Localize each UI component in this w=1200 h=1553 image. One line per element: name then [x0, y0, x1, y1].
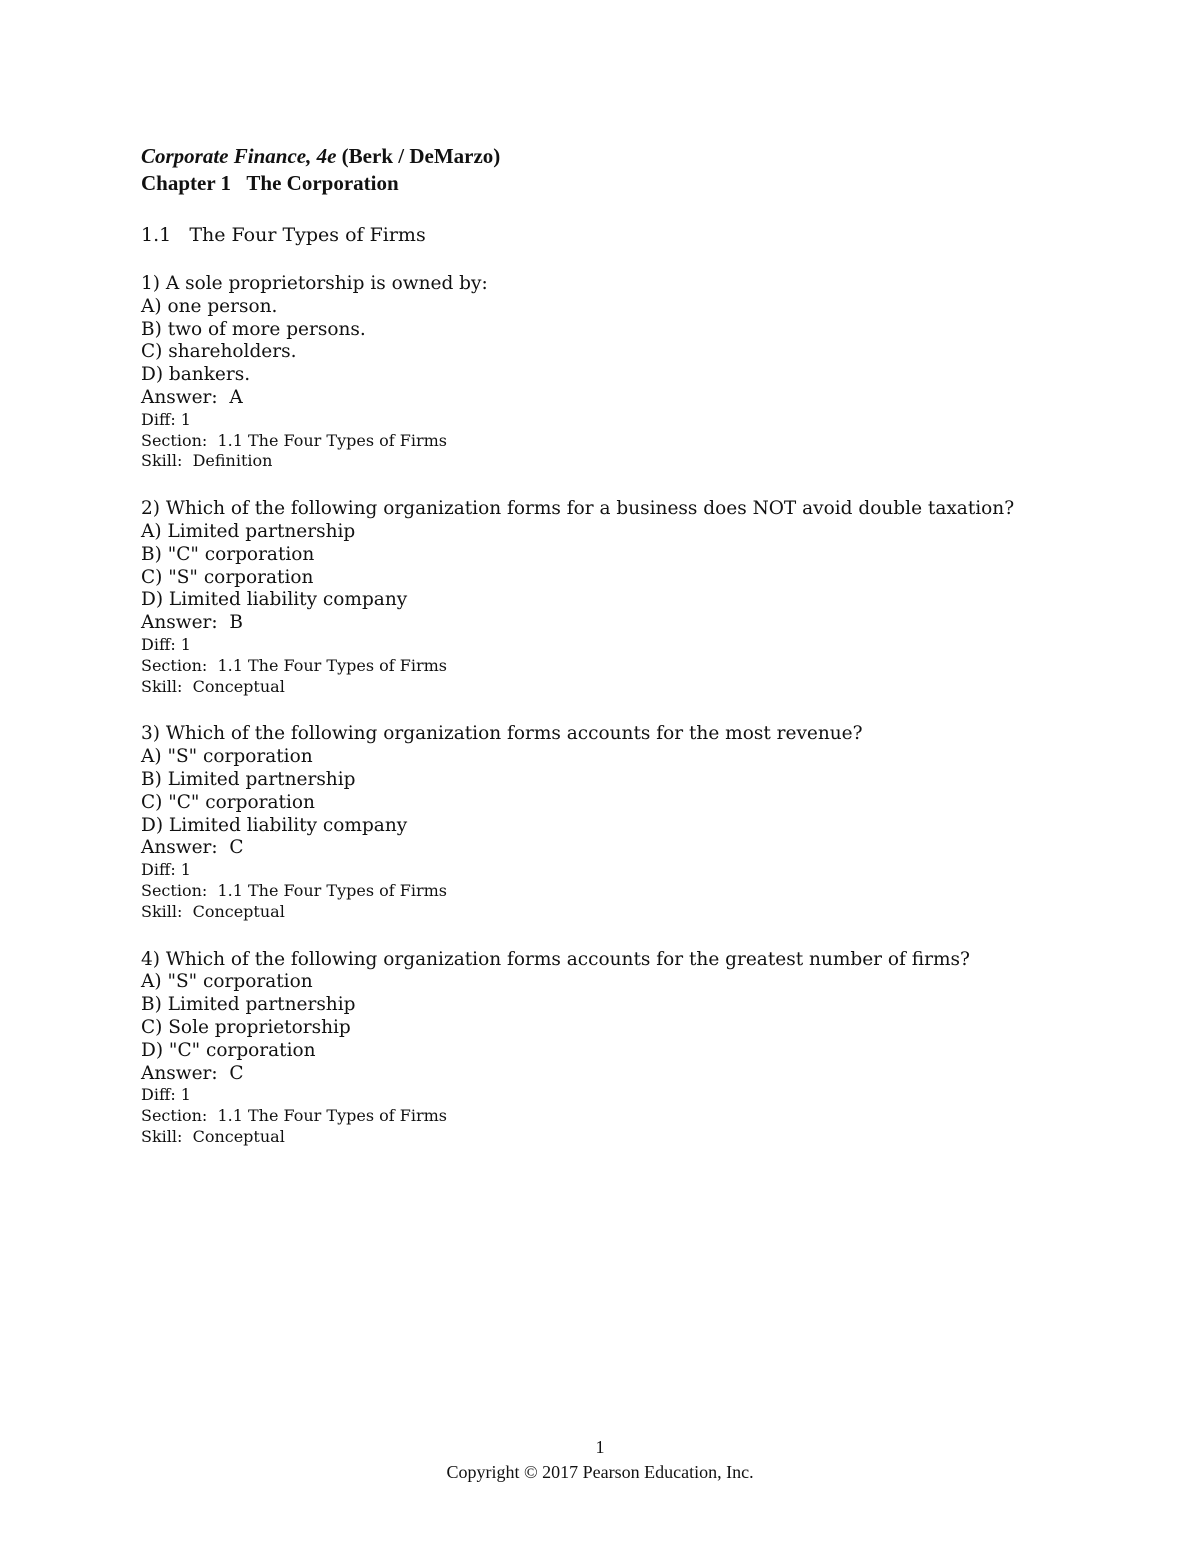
page-content: [141, 143, 1061, 1148]
answer: Answer: A: [141, 386, 243, 408]
question-3: [141, 723, 1061, 922]
copyright-notice: Copyright © 2017 Pearson Education, Inc.: [446, 1462, 754, 1482]
option-c: C) "S" corporation: [141, 566, 314, 588]
book-title-italic: Corporate Finance, 4e: [141, 144, 337, 168]
option-c: C) "C" corporation: [141, 791, 315, 813]
option-d: D) "C" corporation: [141, 1039, 316, 1061]
difficulty: Diff: 1: [141, 634, 191, 654]
question-4: [141, 949, 1061, 1148]
page-number: 1: [595, 1437, 605, 1457]
skill: Skill: Conceptual: [141, 676, 285, 696]
section-heading: 1.1 The Four Types of Firms: [141, 224, 426, 246]
section-ref: Section: 1.1 The Four Types of Firms: [141, 655, 448, 675]
difficulty: Diff: 1: [141, 409, 191, 429]
difficulty: Diff: 1: [141, 860, 191, 880]
option-a: A) "S" corporation: [141, 746, 313, 768]
skill: Skill: Conceptual: [141, 901, 285, 921]
skill: Skill: Conceptual: [141, 1126, 285, 1146]
option-a: A) Limited partnership: [141, 520, 356, 542]
chapter-title: Chapter 1 The Corporation: [141, 171, 399, 195]
question-stem: 4) Which of the following organization forms accounts for the greatest number of firms?: [141, 948, 970, 970]
answer: Answer: B: [141, 612, 243, 634]
option-d: D) Limited liability company: [141, 814, 408, 836]
skill: Skill: Definition: [141, 451, 273, 471]
option-c: C) shareholders.: [141, 341, 297, 363]
option-d: D) Limited liability company: [141, 589, 408, 611]
option-a: A) one person.: [141, 295, 278, 317]
section-ref: Section: 1.1 The Four Types of Firms: [141, 1106, 448, 1126]
difficulty: Diff: 1: [141, 1085, 191, 1105]
option-a: A) "S" corporation: [141, 971, 313, 993]
question-stem: 2) Which of the following organization forms for a business does NOT avoid double taxation?: [141, 498, 1015, 520]
book-title-authors: (Berk / DeMarzo): [336, 144, 501, 168]
option-b: B) two of more persons.: [141, 318, 366, 340]
section-ref: Section: 1.1 The Four Types of Firms: [141, 430, 448, 450]
question-2: [141, 498, 1061, 697]
question-stem: 1) A sole proprietorship is owned by:: [141, 273, 488, 294]
option-c: C) Sole proprietorship: [141, 1016, 351, 1038]
answer: Answer: C: [141, 1062, 244, 1084]
option-b: B) Limited partnership: [141, 994, 356, 1016]
option-b: B) "C" corporation: [141, 543, 315, 565]
section-ref: Section: 1.1 The Four Types of Firms: [141, 880, 448, 900]
question-stem: 3) Which of the following organization forms accounts for the most revenue?: [141, 723, 863, 745]
answer: Answer: C: [141, 837, 244, 859]
option-d: D) bankers.: [141, 364, 251, 386]
option-b: B) Limited partnership: [141, 768, 356, 790]
book-title: [141, 143, 1061, 170]
question-1: [141, 273, 1061, 472]
